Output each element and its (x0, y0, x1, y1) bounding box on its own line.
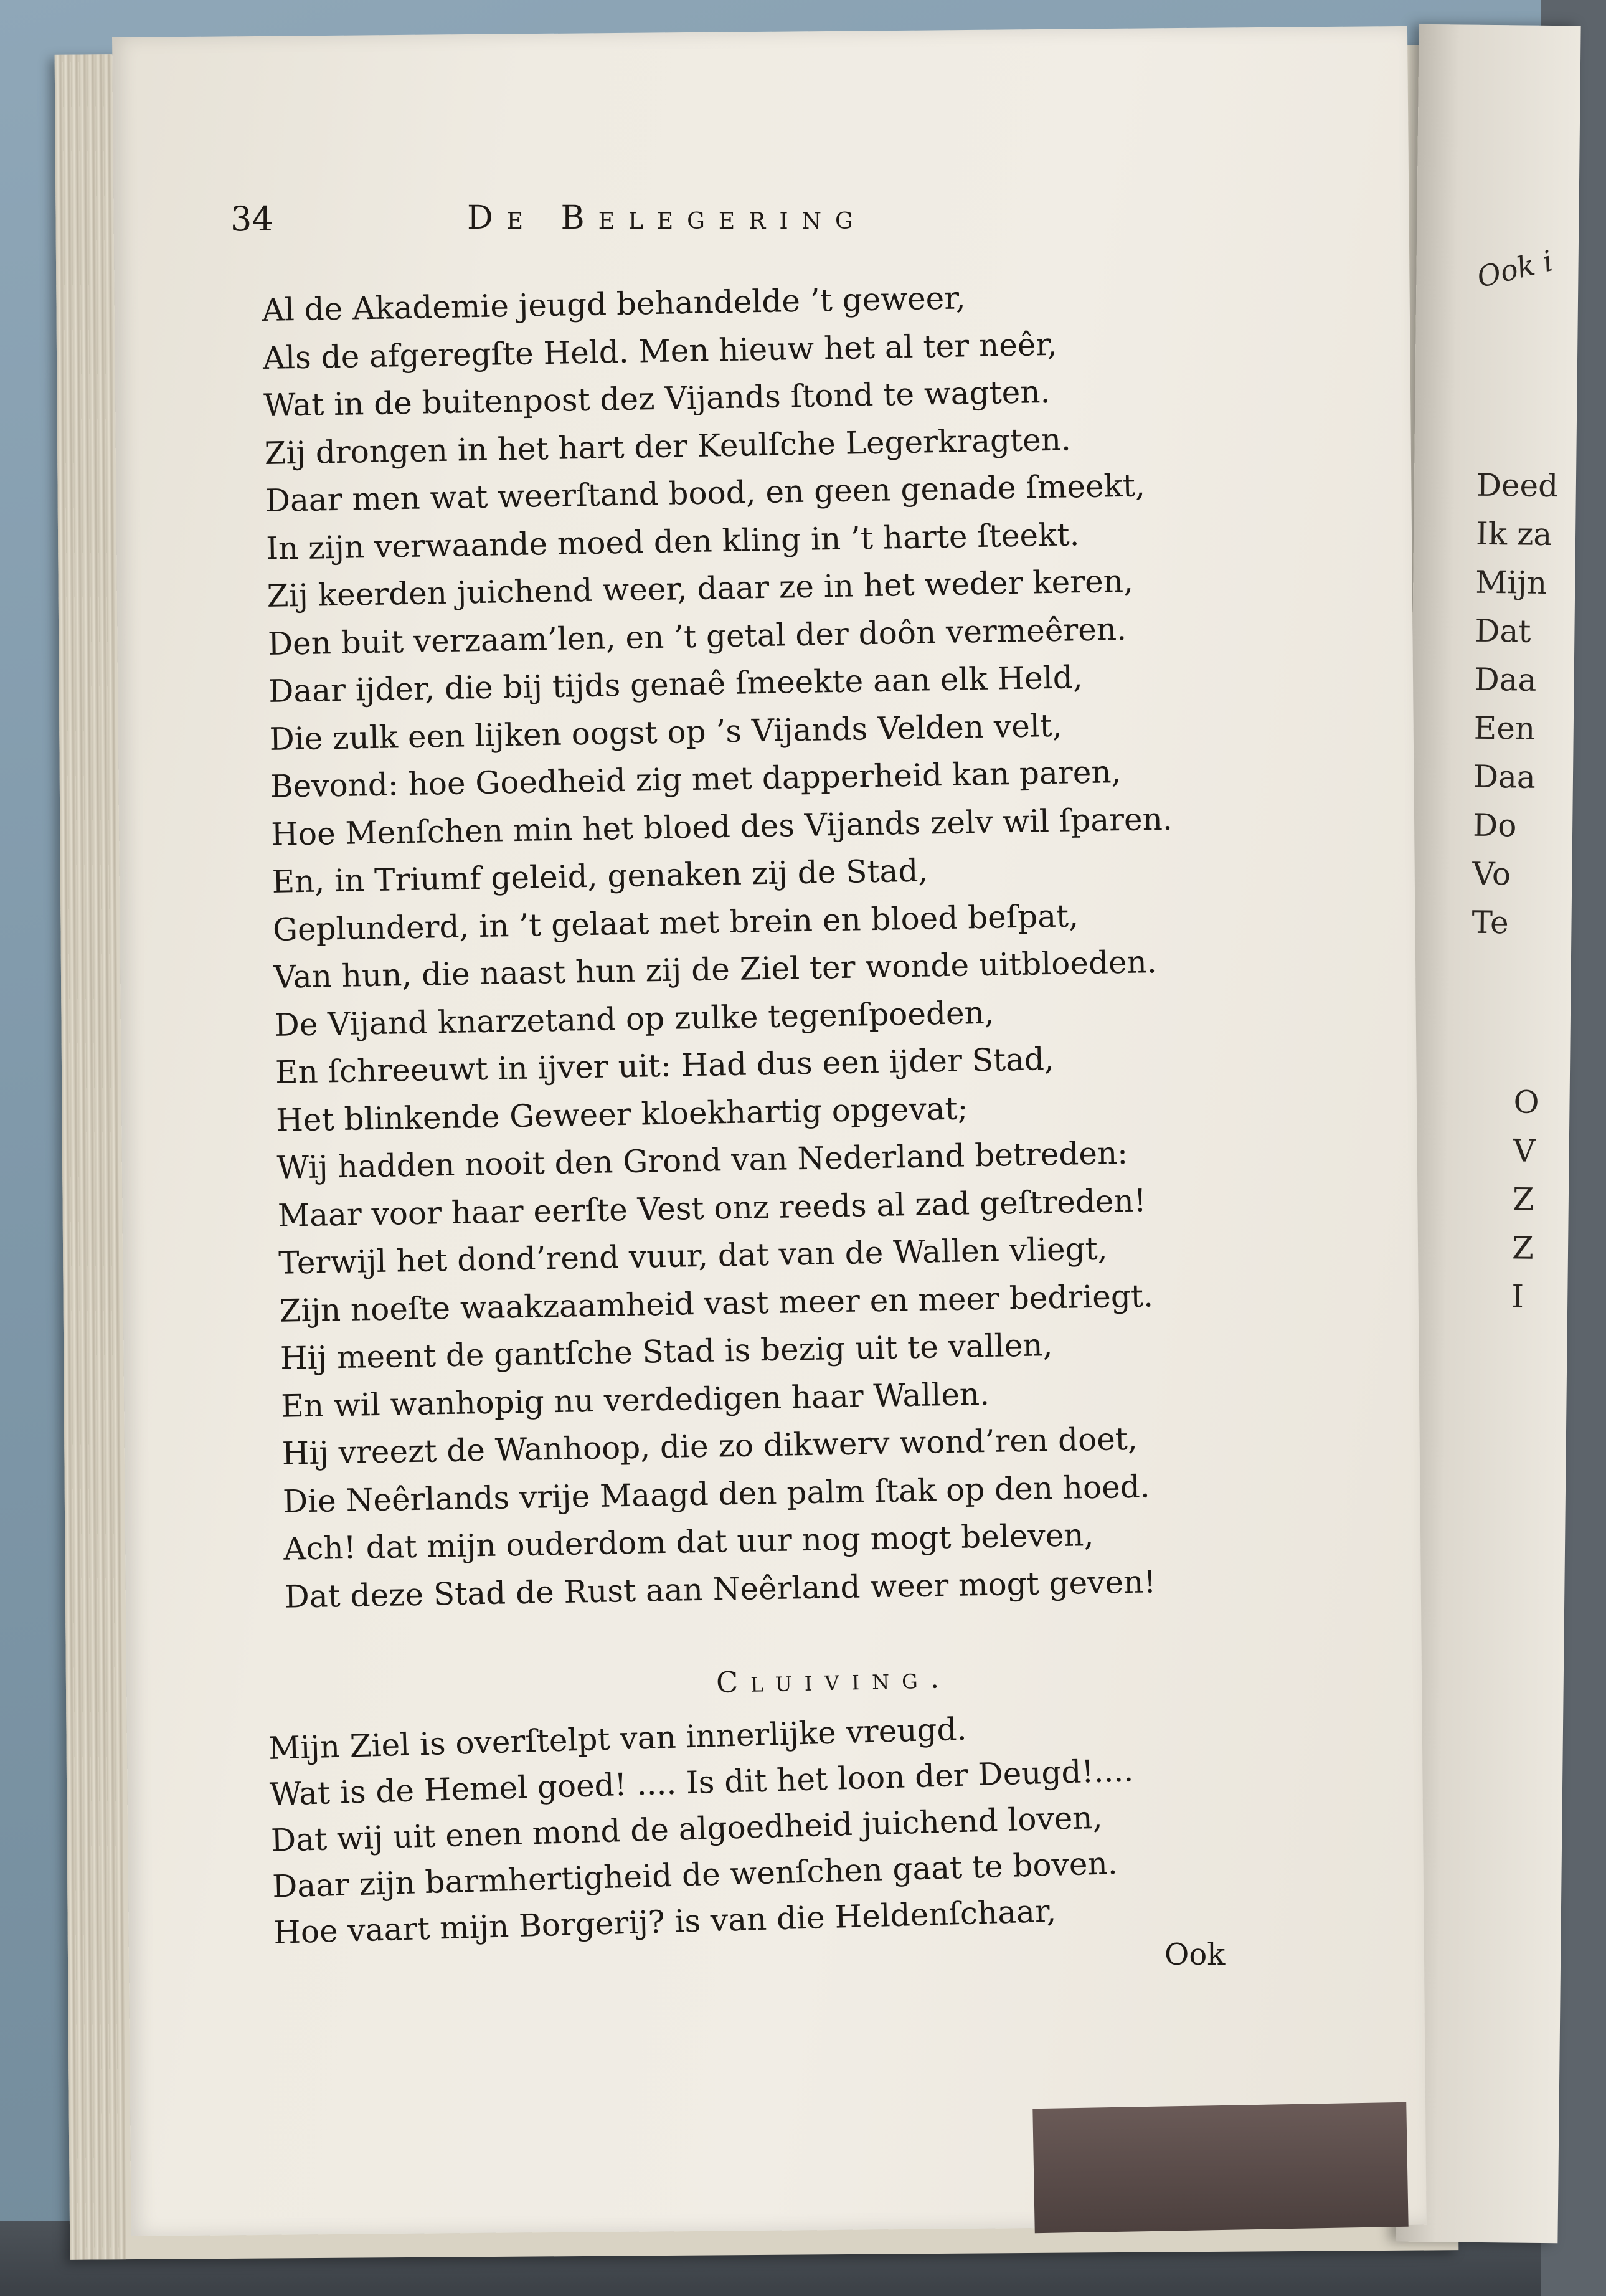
verse-line: Den buit verzaam’len, en ’t getal der doôn vermeêren. (267, 610, 1127, 662)
speech-line: Daar zijn barmhertigheid de wenſchen gaat te boven. (272, 1844, 1118, 1905)
facing-line: Dat (1475, 612, 1531, 650)
facing-line: Te (1471, 904, 1509, 941)
speaker-name: Cluiving. (716, 1661, 952, 1699)
facing-page-heading-fragment: Ook i (1473, 244, 1556, 295)
verse-line: Als de afgeregſte Held. Men hieuw het al ter neêr, (262, 326, 1058, 376)
facing-line: Z (1511, 1230, 1534, 1266)
verse-line: En ſchreeuwt in ijver uit: Had dus een ijder Stad, (275, 1040, 1055, 1091)
verse-line: Zijn noeſte waakzaamheid vast meer en meer bedriegt. (279, 1277, 1154, 1329)
verse-line: Van hun, die naast hun zij de Ziel ter wonde uitbloeden. (273, 944, 1158, 995)
facing-line: I (1511, 1278, 1524, 1315)
facing-line: Deed (1476, 467, 1559, 505)
page-number: 34 (230, 199, 273, 239)
running-head (230, 199, 1164, 249)
verse-line: Terwijl het dond’rend vuur, dat van de Wallen vliegt, (278, 1230, 1108, 1281)
facing-line: O (1513, 1084, 1539, 1121)
verse-line: Dat deze Stad de Rust aan Neêrland weer mogt geven! (284, 1563, 1156, 1615)
running-title: De Belegering (467, 199, 867, 237)
verse-line: Al de Akademie jeugd behandelde ’t geweer, (262, 280, 966, 328)
verse-line: Geplunderd, in ’t gelaat met brein en bloed beſpat, (272, 897, 1079, 948)
facing-page-lower-starts (1511, 1078, 1539, 1321)
verse-line: En, in Triumf geleid, genaken zij de Stad, (272, 852, 928, 900)
verse-line: Ach! dat mijn ouderdom dat uur nog mogt beleven, (283, 1516, 1094, 1567)
facing-page-line-starts (1471, 461, 1601, 948)
facing-line: Ik za (1475, 515, 1552, 553)
verse-line: Die Neêrlands vrije Maagd den palm ſtak op den hoed. (282, 1468, 1151, 1520)
catchword: Ook (1164, 1937, 1226, 1972)
verse-line: Daar men wat weerſtand bood, en geen genade ſmeekt, (265, 467, 1146, 519)
verse-line: Die zulk een lijken oogst op ’s Vijands Velden velt, (269, 707, 1063, 757)
verse-block (262, 268, 1343, 1620)
verse-line: De Vijand knarzetand op zulke tegenſpoeden, (274, 994, 995, 1043)
verse-line: Bevond: hoe Goedheid zig met dapperheid kan paren, (270, 754, 1122, 805)
verse-line: Wij hadden nooit den Grond van Nederland betreden: (276, 1134, 1128, 1186)
verse-line: Wat in de buitenpost dez Vijands ſtond te wagten. (263, 373, 1051, 424)
speech-line: Mijn Ziel is overſtelpt van innerlijke vreugd. (268, 1710, 968, 1767)
speech-block (268, 1695, 1364, 1956)
book-cover-edge (1032, 2102, 1408, 2233)
speech-line: Dat wij uit enen mond de algoedheid juichend loven, (270, 1799, 1103, 1859)
facing-line: V (1513, 1132, 1536, 1169)
facing-line: Do (1472, 807, 1517, 844)
verse-line: Het blinkende Geweer kloekhartig opgevat; (275, 1089, 968, 1139)
verse-line: Zij drongen in het hart der Keulſche Legerkragten. (264, 420, 1072, 472)
speech-line: Wat is de Hemel goed! .... Is dit het loon der Deugd!.... (269, 1752, 1134, 1813)
facing-line: Z (1512, 1181, 1534, 1218)
verse-line: En wil wanhopig nu verdedigen haar Wallen. (280, 1375, 990, 1425)
verse-line: Hoe Menſchen min het bloed des Vijands zelv wil ſparen. (270, 800, 1173, 853)
speech-line: Hoe vaart mijn Borgerij? is van die Heldenſchaar, (273, 1892, 1057, 1951)
verse-line: Hij meent de gantſche Stad is bezig uit te vallen, (280, 1327, 1053, 1377)
verse-line: Daar ijder, die bij tijds genaê ſmeekte aan elk Held, (268, 659, 1084, 709)
facing-line: Daa (1473, 758, 1536, 795)
verse-line: Zij keerden juichend weer, daar ze in het weder keren, (267, 562, 1134, 614)
facing-line: Vo (1472, 855, 1511, 893)
facing-line: Een (1473, 709, 1536, 747)
verse-line: In zijn verwaande moed den kling in ’t harte ſteekt. (265, 516, 1080, 567)
facing-line: Daa (1474, 661, 1537, 698)
verse-line: Maar voor haar eerſte Vest onz reeds al zad geſtreden! (277, 1182, 1147, 1234)
verse-line: Hij vreezt de Wanhoop, die zo dikwerv wond’ren doet, (281, 1420, 1138, 1472)
facing-line: Mijn (1475, 564, 1547, 601)
